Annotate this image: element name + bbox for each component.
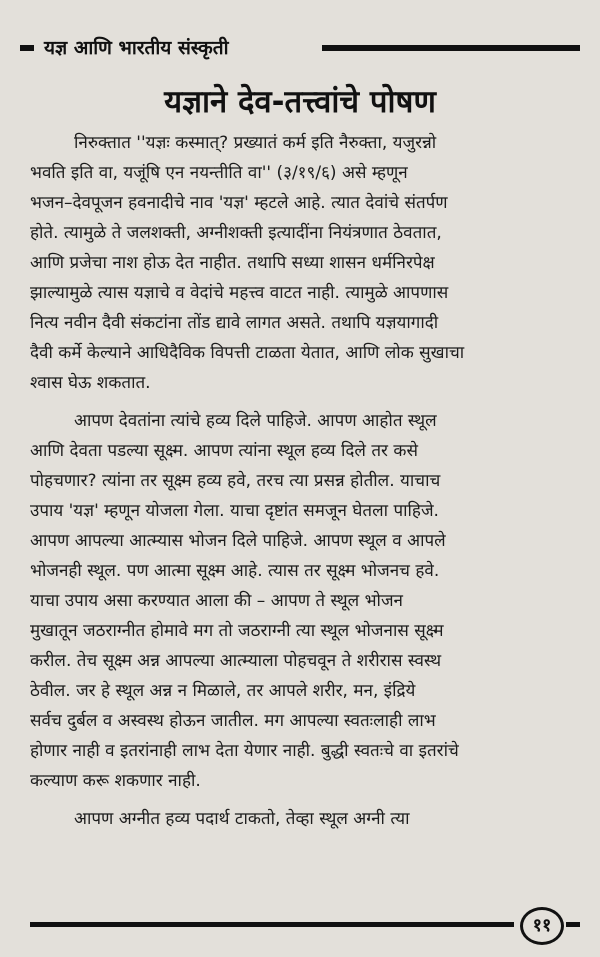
text-line: झाल्यामुळे त्यास यज्ञाचे व वेदांचे महत्त्व वाटत नाही. त्यामुळे आपणास — [30, 283, 449, 303]
text-line: निरुक्तात ''यज्ञः कस्मात्? प्रख्यातं कर्म इति नैरुक्ता, यजुरन्नो — [74, 133, 437, 153]
footer-rule-tail — [566, 922, 580, 927]
text-line: आपण देवतांना त्यांचे हव्य दिले पाहिजे. आपण आहोत स्थूल — [74, 411, 437, 431]
text-line: करील. तेच सूक्ष्म अन्न आपल्या आत्म्याला पोहचवून ते शरीरास स्वस्थ — [30, 651, 442, 671]
header-rule-right — [322, 45, 580, 51]
text-line: दैवी कर्मे केल्याने आधिदैविक विपत्ती टाळता येतात, आणि लोक सुखाचा — [30, 343, 465, 363]
text-line: सर्वच दुर्बल व अस्वस्थ होऊन जातील. मग आपल्या स्वतःलाही लाभ — [30, 711, 436, 731]
running-header — [20, 36, 580, 60]
chapter-title: यज्ञाने देव-तत्त्वांचे पोषण — [164, 84, 436, 120]
text-line: भजन–देवपूजन हवनादीचे नाव 'यज्ञ' म्हटले आहे. त्यात देवांचे संतर्पण — [30, 193, 448, 213]
text-line: आणि देवता पडल्या सूक्ष्म. आपण त्यांना स्थूल हव्य दिले तर कसे — [30, 441, 418, 461]
text-line: आपण आपल्या आत्म्यास भोजन दिले पाहिजे. आपण स्थूल व आपले — [30, 531, 446, 551]
text-line: पोहचणार? त्यांना तर सूक्ष्म हव्य हवे, तरच त्या प्रसन्न होतील. याचाच — [30, 471, 441, 491]
page-number: ११ — [520, 907, 564, 945]
paragraph — [30, 128, 582, 398]
text-line: आणि प्रजेचा नाश होऊ देत नाहीत. तथापि सध्या शासन धर्मनिरपेक्ष — [30, 253, 435, 273]
text-line: श्वास घेऊ शकतात. — [30, 373, 151, 393]
text-line: मुखातून जठराग्नीत होमावे मग तो जठराग्नी त्या स्थूल भोजनास सूक्ष्म — [30, 621, 444, 641]
text-line: होते. त्यामुळे ते जलशक्ती, अग्नीशक्ती इत्यादींना नियंत्रणात ठेवतात, — [30, 223, 442, 243]
header-rule-left — [20, 45, 34, 51]
text-line: भोजनही स्थूल. पण आत्मा सूक्ष्म आहे. त्यास तर सूक्ष्म भोजनच हवे. — [30, 561, 440, 581]
text-line: याचा उपाय असा करण्यात आला की – आपण ते स्थूल भोजन — [30, 591, 403, 611]
text-line: भवति इति वा, यजूंषि एन नयन्तीति वा'' (३/१९/६) असे म्हणून — [30, 163, 408, 183]
text-line: उपाय 'यज्ञ' म्हणून योजला गेला. याचा दृष्टांत समजून घेतला पाहिजे. — [30, 501, 439, 521]
body-text — [30, 128, 582, 842]
text-line: होणार नाही व इतरांनाही लाभ देता येणार नाही. बुद्धी स्वतःचे वा इतरांचे — [30, 741, 459, 761]
text-line: ठेवील. जर हे स्थूल अन्न न मिळाले, तर आपले शरीर, मन, इंद्रिये — [30, 681, 416, 701]
footer-rule — [30, 922, 514, 927]
text-line: कल्याण करू शकणार नाही. — [30, 771, 201, 791]
paragraph — [30, 406, 582, 796]
running-title: यज्ञ आणि भारतीय संस्कृती — [44, 37, 229, 59]
paragraph — [30, 804, 582, 834]
page-footer — [30, 905, 580, 945]
text-line: आपण अग्नीत हव्य पदार्थ टाकतो, तेव्हा स्थूल अग्नी त्या — [74, 809, 410, 829]
text-line: नित्य नवीन दैवी संकटांना तोंड द्यावे लागत असते. तथापि यज्ञयागादी — [30, 313, 439, 333]
